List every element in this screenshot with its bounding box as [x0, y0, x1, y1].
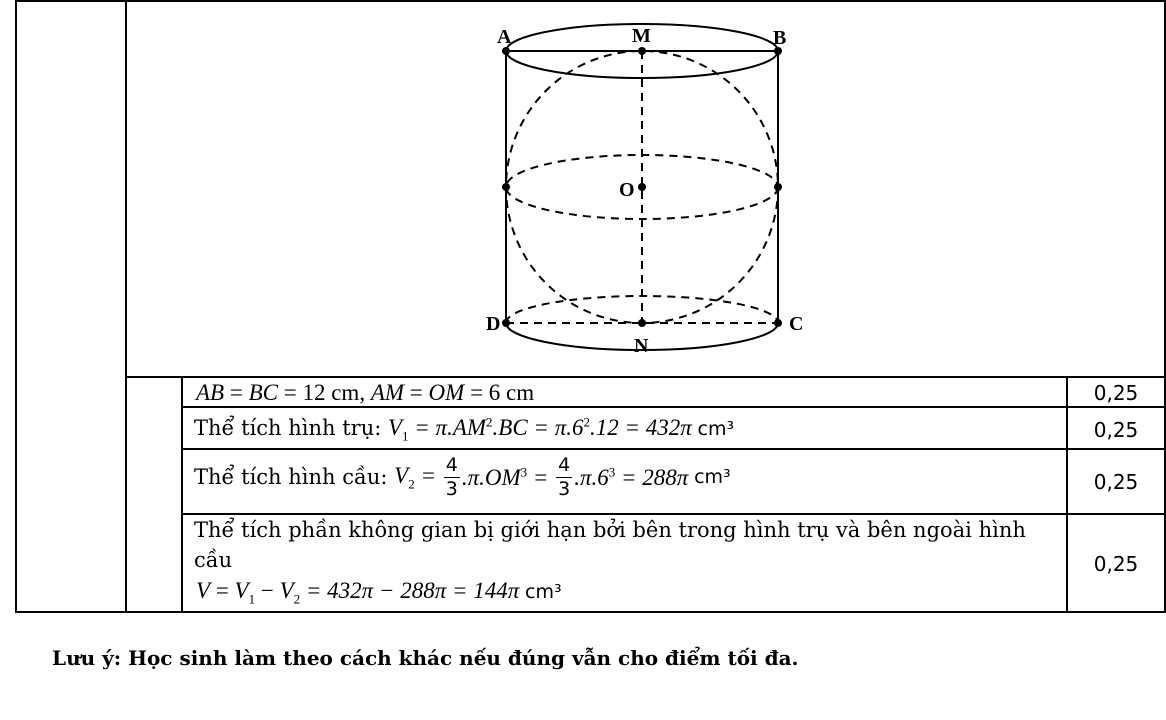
row-3-content: Thể tích hình cầu: $V_2$ = $\frac{4}{3}$ $.\pi.OM^3$ = $\frac{4}{3}$ $.\pi.6^3 = 288\pi$ cm³ — [194, 454, 731, 500]
row-divider-2 — [181, 448, 1166, 450]
label-n: N — [634, 335, 649, 357]
row-4-line-1: Thể tích phần không gian bị giới hạn bởi bên trong hình trụ và bên ngoài hình — [194, 518, 1026, 542]
row-4-score: 0,25 — [1093, 552, 1139, 576]
table-col3-border — [1066, 376, 1068, 612]
row-2-content: Thể tích hình trụ: $V_1 = \pi.AM^2.BC = \pi.6^2.12 = 432\pi$ cm³ — [194, 414, 735, 444]
point-n — [638, 319, 646, 327]
point-m — [638, 47, 646, 55]
footnote: Lưu ý: Học sinh làm theo cách khác nếu đúng vẫn cho điểm tối đa. — [52, 646, 799, 670]
label-a: A — [497, 26, 512, 48]
point-right-equator — [774, 183, 782, 191]
row-1-score: 0,25 — [1093, 381, 1139, 405]
row-divider-3 — [181, 513, 1166, 515]
fraction-4-3-b: $\frac{4}{3}$ — [558, 454, 571, 500]
point-o — [638, 183, 646, 191]
point-c — [774, 319, 782, 327]
row-2-label: Thể tích hình trụ: — [194, 416, 388, 440]
fraction-4-3-a: $\frac{4}{3}$ — [445, 454, 458, 500]
table-bottom-border — [15, 611, 1166, 613]
point-d — [502, 319, 510, 327]
point-a — [502, 47, 510, 55]
label-c: C — [789, 313, 804, 335]
label-o: O — [619, 179, 635, 201]
label-b: B — [773, 27, 787, 49]
table-col2-border — [181, 376, 183, 612]
label-m: M — [632, 25, 651, 47]
row-divider-figure — [125, 376, 1166, 378]
row-3-label: Thể tích hình cầu: — [194, 464, 395, 489]
label-d: D — [486, 313, 501, 335]
row-4-line-2: cầu — [194, 548, 233, 572]
row-4-formula: $V = V_1 - V_2 = 432\pi - 288\pi = 144\pi$ cm³ — [196, 578, 562, 607]
row-1-content: AB = BC = 12 cm, AM = OM = 6 cm — [196, 380, 535, 405]
row-2-score: 0,25 — [1093, 418, 1139, 442]
point-left-equator — [502, 183, 510, 191]
row-3-score: 0,25 — [1093, 470, 1139, 494]
